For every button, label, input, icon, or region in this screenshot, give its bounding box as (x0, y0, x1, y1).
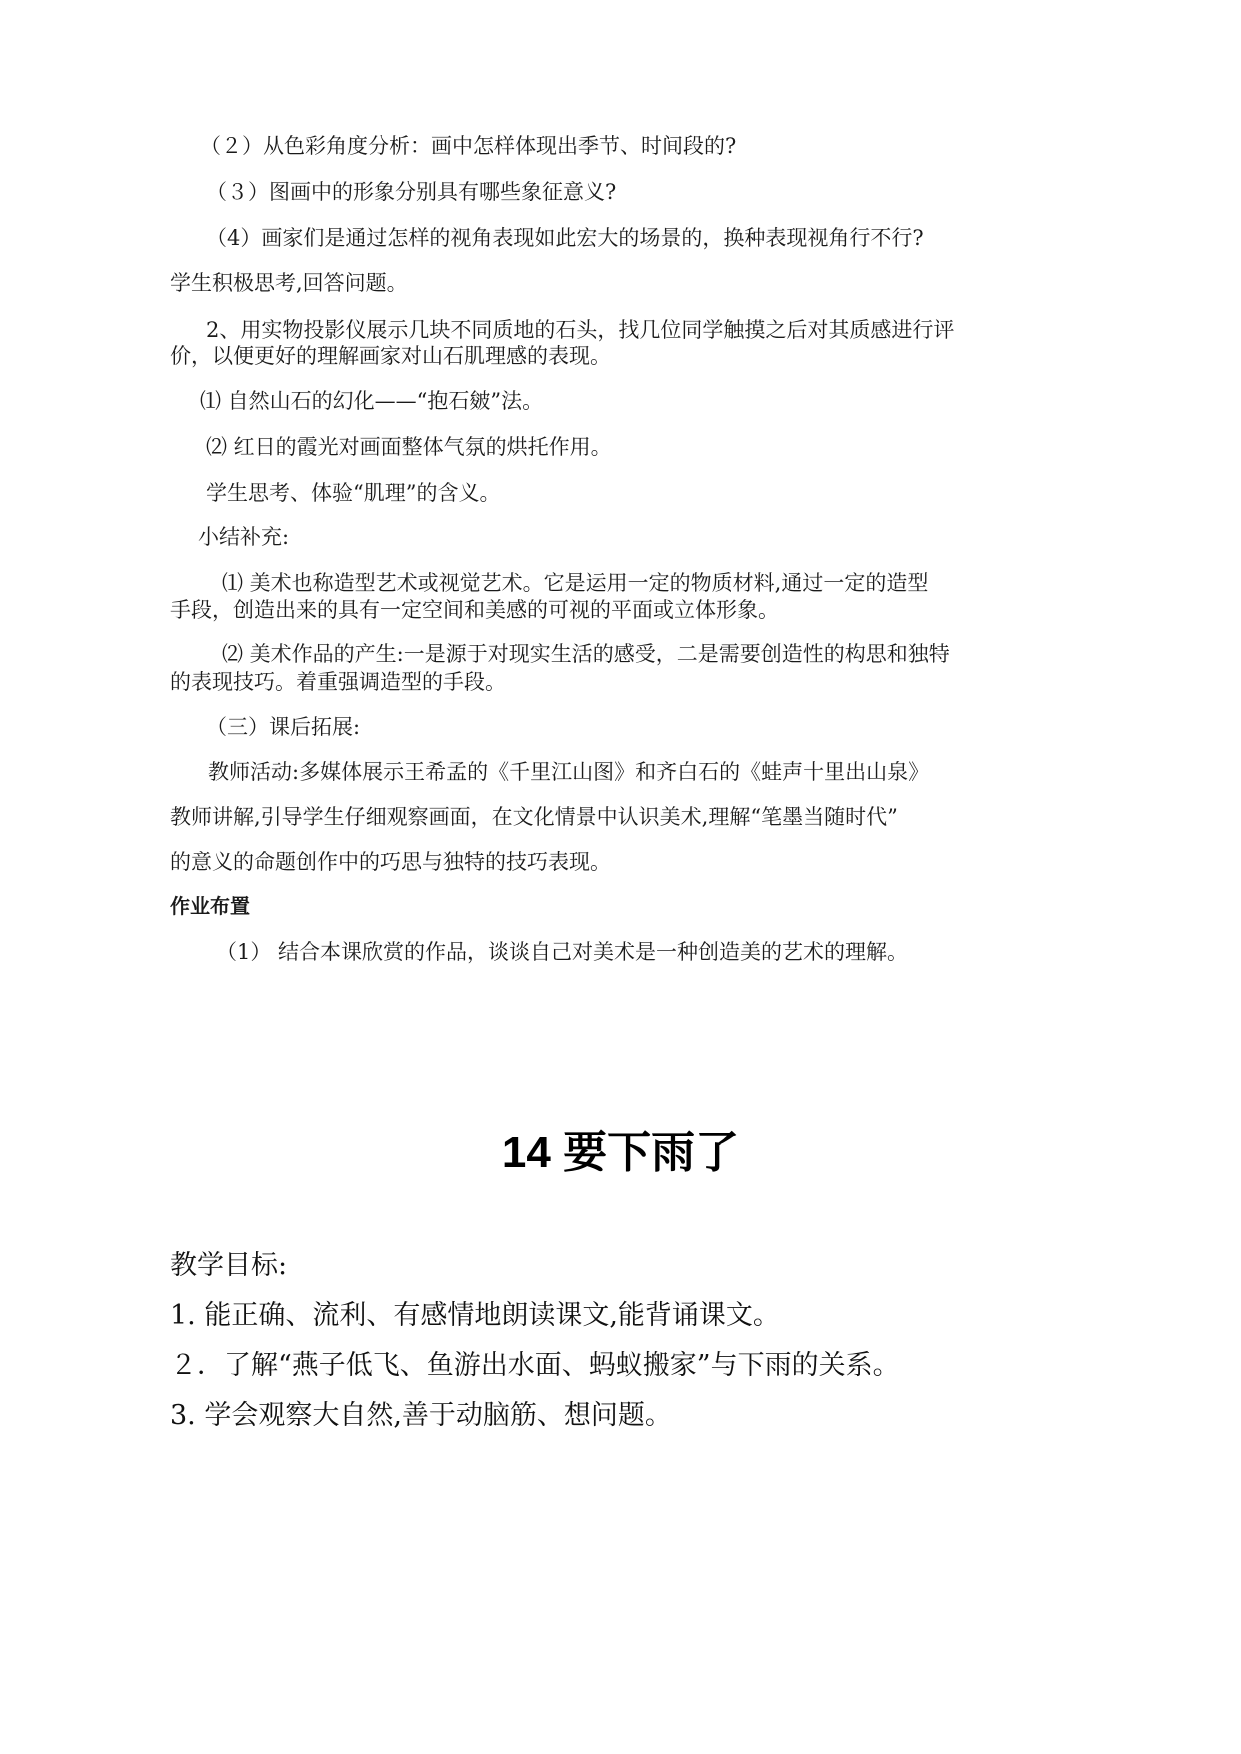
lesson-title: 14 要下雨了 (501, 1128, 740, 1177)
objective-2: ２．了解“燕子低飞、鱼游出水面、蚂蚁搬家”与下雨的关系。 (170, 1350, 900, 1381)
homework-heading: 作业布置 (170, 896, 250, 918)
objective-1: 1. 能正确、流利、有感情地朗读课文,能背诵课文。 (170, 1300, 780, 1331)
question-4: （4）画家们是通过怎样的视角表现如此宏大的场景的，换种表现视角行不行? (206, 226, 924, 250)
summary-2-line-1: ⑵ 美术作品的产生:一是源于对现实生活的感受，二是需要创造性的构思和独特 (222, 642, 950, 666)
sub-item-2: ⑵ 红日的霞光对画面整体气氛的烘托作用。 (206, 435, 612, 459)
item-2-line-1: 2、用实物投影仪展示几块不同质地的石头，找几位同学触摸之后对其质感进行评 (206, 318, 955, 342)
student-think-text: 学生思考、体验“肌理”的含义。 (206, 481, 501, 505)
objectives-label: 教学目标: (170, 1250, 288, 1281)
question-2: （２）从色彩角度分析：画中怎样体现出季节、时间段的? (200, 134, 737, 158)
question-3: （３）图画中的形象分别具有哪些象征意义? (206, 180, 617, 204)
teacher-activity-line-1: 教师活动:多媒体展示王希孟的《千里江山图》和齐白石的《蛙声十里出山泉》 (208, 760, 930, 784)
student-answer-text: 学生积极思考,回答问题。 (170, 271, 408, 295)
summary-2-line-2: 的表现技巧。着重强调造型的手段。 (170, 670, 506, 694)
extension-label: （三）课后拓展: (206, 715, 361, 739)
teacher-activity-line-3: 的意义的命题创作中的巧思与独特的技巧表现。 (170, 850, 611, 874)
teacher-activity-line-2: 教师讲解,引导学生仔细观察画面，在文化情景中认识美术,理解“笔墨当随时代” (170, 805, 898, 829)
summary-1-line-2: 手段，创造出来的具有一定空间和美感的可视的平面或立体形象。 (170, 598, 779, 622)
homework-item-1: （1） 结合本课欣赏的作品，谈谈自己对美术是一种创造美的艺术的理解。 (216, 940, 909, 964)
sub-item-1: ⑴ 自然山石的幻化——“抱石皴”法。 (200, 389, 544, 413)
summary-label: 小结补充: (198, 525, 290, 549)
item-2-line-2: 价，以便更好的理解画家对山石肌理感的表现。 (170, 344, 611, 368)
objective-3: 3. 学会观察大自然,善于动脑筋、想问题。 (170, 1400, 672, 1431)
summary-1-line-1: ⑴ 美术也称造型艺术或视觉艺术。它是运用一定的物质材料,通过一定的造型 (222, 571, 929, 595)
